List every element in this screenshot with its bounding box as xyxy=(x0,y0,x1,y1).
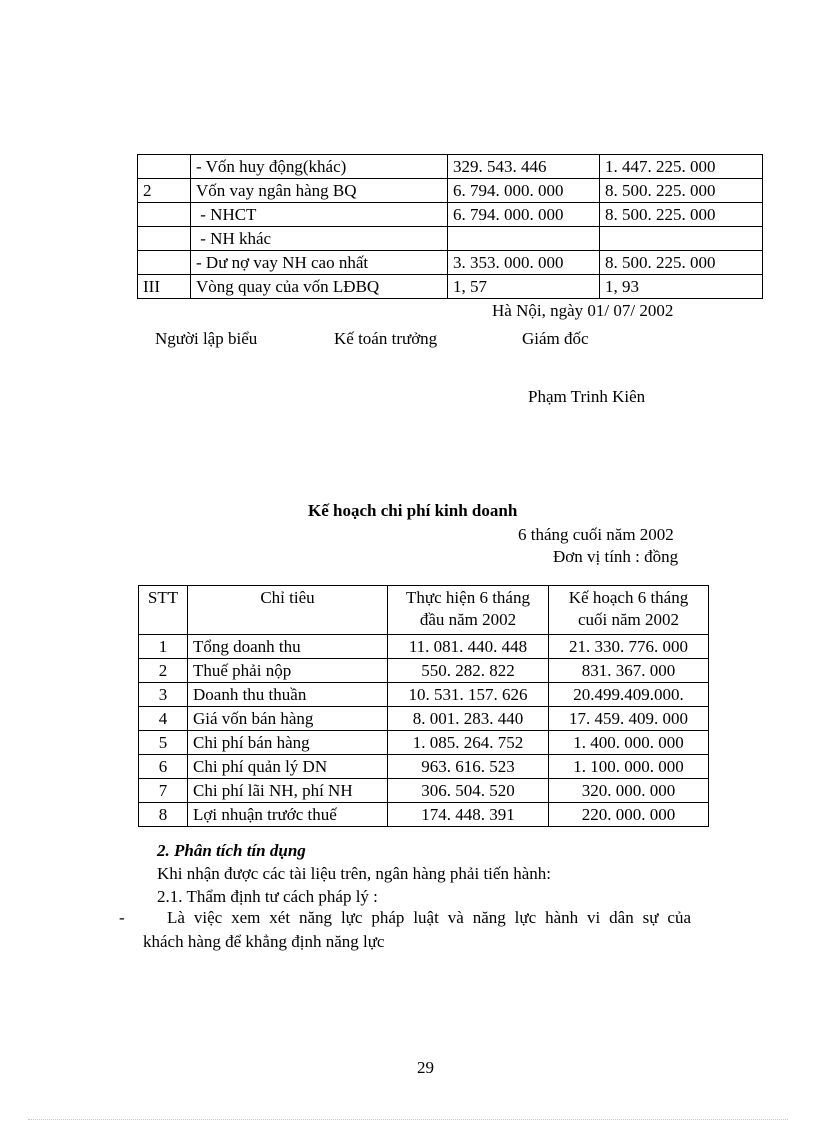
item-cell: Chi phí quản lý DN xyxy=(188,755,388,779)
plan-cell: 831. 367. 000 xyxy=(549,659,709,683)
table-row xyxy=(139,635,709,659)
header-plan xyxy=(549,586,709,635)
item-cell: - NHCT xyxy=(191,203,448,227)
plan-cell: 1. 400. 000. 000 xyxy=(549,731,709,755)
date-line: Hà Nội, ngày 01/ 07/ 2002 xyxy=(492,301,674,320)
table-row xyxy=(138,227,763,251)
table-row xyxy=(139,755,709,779)
plan-cell: 8. 500. 225. 000 xyxy=(600,179,763,203)
signature-chief-accountant: Kế toán trưởng xyxy=(334,329,438,348)
plan-title: Kế hoạch chi phí kinh doanh xyxy=(308,501,518,520)
page-number: 29 xyxy=(417,1058,434,1077)
cost-plan-table-body xyxy=(139,635,709,827)
item-cell: Chi phí lãi NH, phí NH xyxy=(188,779,388,803)
plan-cell: 8. 500. 225. 000 xyxy=(600,203,763,227)
plan-cell: 1. 447. 225. 000 xyxy=(600,155,763,179)
plan-cell: 1. 100. 000. 000 xyxy=(549,755,709,779)
actual-cell: 550. 282. 822 xyxy=(388,659,549,683)
plan-unit: Đơn vị tính : đồng xyxy=(553,547,679,566)
cost-plan-table-header xyxy=(139,586,709,635)
item-cell: Doanh thu thuần xyxy=(188,683,388,707)
plan-cell xyxy=(600,227,763,251)
actual-cell: 1, 57 xyxy=(448,275,600,299)
credit-paragraph-line2: khách hàng để khẳng định năng lực xyxy=(143,932,385,951)
table-row xyxy=(138,155,763,179)
stt-cell xyxy=(138,251,191,275)
item-cell: Vòng quay của vốn LĐBQ xyxy=(191,275,448,299)
header-stt: STT xyxy=(139,586,188,635)
table-row xyxy=(139,803,709,827)
header-plan-line1: Kế hoạch 6 tháng xyxy=(568,588,689,607)
item-cell: - NH khác xyxy=(191,227,448,251)
stt-cell xyxy=(138,203,191,227)
actual-cell: 6. 794. 000. 000 xyxy=(448,203,600,227)
table-row xyxy=(139,731,709,755)
stt-cell xyxy=(138,227,191,251)
actual-cell: 10. 531. 157. 626 xyxy=(388,683,549,707)
capital-table xyxy=(137,154,763,299)
actual-cell: 8. 001. 283. 440 xyxy=(388,707,549,731)
plan-cell: 21. 330. 776. 000 xyxy=(549,635,709,659)
plan-cell: 20.499.409.000. xyxy=(549,683,709,707)
table-row xyxy=(138,275,763,299)
plan-cell: 320. 000. 000 xyxy=(549,779,709,803)
table-row xyxy=(138,203,763,227)
item-cell: Giá vốn bán hàng xyxy=(188,707,388,731)
header-actual-line2: đầu năm 2002 xyxy=(419,610,517,629)
plan-period: 6 tháng cuối năm 2002 xyxy=(518,525,674,544)
credit-intro: Khi nhận được các tài liệu trên, ngân hàng phải tiến hành: xyxy=(157,864,551,883)
table-row xyxy=(139,659,709,683)
stt-cell: 4 xyxy=(139,707,188,731)
actual-cell: 963. 616. 523 xyxy=(388,755,549,779)
actual-cell: 329. 543. 446 xyxy=(448,155,600,179)
stt-cell: 2 xyxy=(138,179,191,203)
signature-director: Giám đốc xyxy=(522,329,589,348)
table-row xyxy=(138,251,763,275)
header-row xyxy=(139,586,709,635)
actual-cell xyxy=(448,227,600,251)
header-actual-line1: Thực hiện 6 tháng xyxy=(406,588,530,607)
actual-cell: 174. 448. 391 xyxy=(388,803,549,827)
director-name: Phạm Trinh Kiên xyxy=(528,387,646,406)
item-cell: Lợi nhuận trước thuế xyxy=(188,803,388,827)
stt-cell: 3 xyxy=(139,683,188,707)
credit-heading: 2. Phân tích tín dụng xyxy=(157,841,306,860)
table-row xyxy=(139,683,709,707)
item-cell: - Vốn huy động(khác) xyxy=(191,155,448,179)
table-row xyxy=(139,707,709,731)
plan-cell: 8. 500. 225. 000 xyxy=(600,251,763,275)
stt-cell: III xyxy=(138,275,191,299)
plan-cell: 1, 93 xyxy=(600,275,763,299)
actual-cell: 6. 794. 000. 000 xyxy=(448,179,600,203)
item-cell: Chi phí bán hàng xyxy=(188,731,388,755)
footer-divider xyxy=(28,1119,788,1120)
plan-cell: 220. 000. 000 xyxy=(549,803,709,827)
header-item: Chỉ tiêu xyxy=(188,586,388,635)
stt-cell: 7 xyxy=(139,779,188,803)
table-row xyxy=(139,779,709,803)
stt-cell: 2 xyxy=(139,659,188,683)
actual-cell: 11. 081. 440. 448 xyxy=(388,635,549,659)
credit-subheading: 2.1. Thẩm định tư cách pháp lý : xyxy=(157,887,378,906)
stt-cell: 8 xyxy=(139,803,188,827)
capital-table-body xyxy=(138,155,763,299)
item-cell: - Dư nợ vay NH cao nhất xyxy=(191,251,448,275)
stt-cell: 1 xyxy=(139,635,188,659)
actual-cell: 3. 353. 000. 000 xyxy=(448,251,600,275)
stt-cell: 6 xyxy=(139,755,188,779)
header-actual xyxy=(388,586,549,635)
stt-cell xyxy=(138,155,191,179)
actual-cell: 1. 085. 264. 752 xyxy=(388,731,549,755)
actual-cell: 306. 504. 520 xyxy=(388,779,549,803)
item-cell: Tổng doanh thu xyxy=(188,635,388,659)
cost-plan-table xyxy=(138,585,709,827)
table-row xyxy=(138,179,763,203)
item-cell: Vốn vay ngân hàng BQ xyxy=(191,179,448,203)
signature-preparer: Người lập biểu xyxy=(155,329,258,348)
credit-paragraph-line1: Là việc xem xét năng lực pháp luật và năng lực hành vi dân sự của xyxy=(167,908,691,927)
bullet-dash: - xyxy=(119,908,125,927)
header-plan-line2: cuối năm 2002 xyxy=(577,610,680,629)
item-cell: Thuế phải nộp xyxy=(188,659,388,683)
plan-cell: 17. 459. 409. 000 xyxy=(549,707,709,731)
stt-cell: 5 xyxy=(139,731,188,755)
